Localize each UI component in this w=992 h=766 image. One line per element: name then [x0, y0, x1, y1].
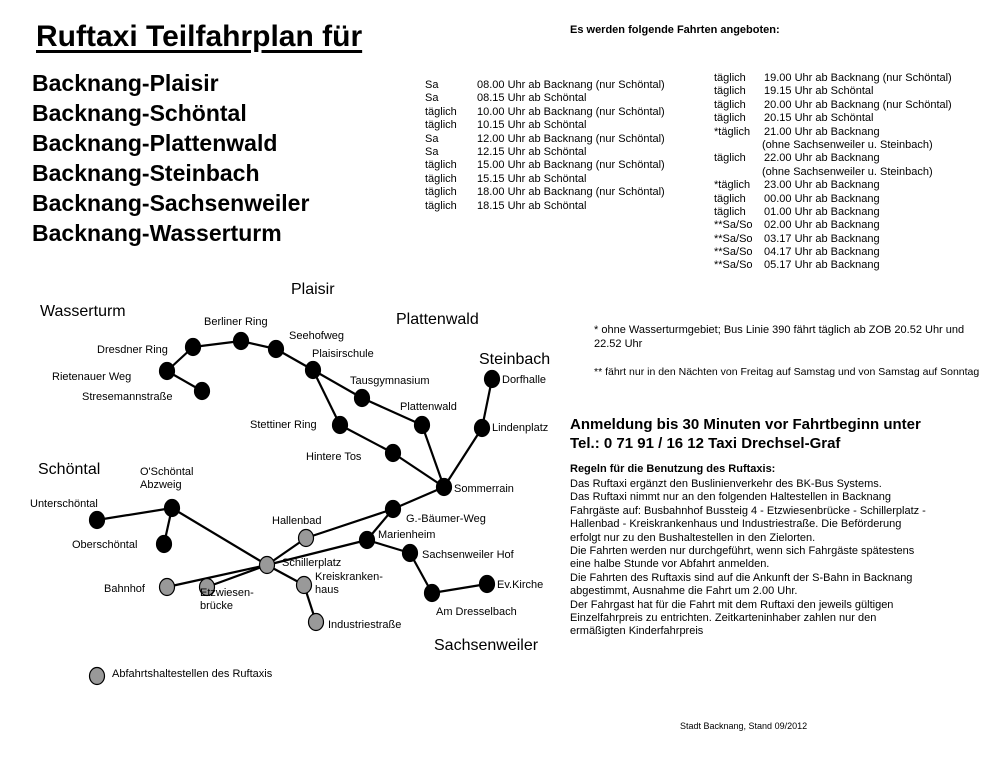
stop-marker-kreiskh [297, 577, 312, 594]
schedule-day: Sa [425, 132, 439, 145]
schedule-text: 04.17 Uhr ab Backnang [764, 246, 880, 259]
schedule-text: 18.00 Uhr ab Backnang (nur Schöntal) [477, 186, 665, 199]
schedule-text: (ohne Sachsenweiler u. Steinbach) [762, 165, 933, 178]
schedule-day: Sa [425, 145, 439, 158]
stop-label-hintere: Hintere Tos [306, 451, 362, 463]
stop-label-baeumer: G.-Bäumer-Weg [406, 513, 486, 525]
offered-heading: Es werden folgende Fahrten angeboten: [570, 24, 780, 36]
stop-label-bahnhof: Bahnhof [104, 583, 145, 595]
stop-marker-plaisirschule [306, 362, 321, 379]
schedule-text: 22.00 Uhr ab Backnang [764, 152, 880, 165]
schedule-text: 18.15 Uhr ab Schöntal [477, 199, 587, 212]
schedule-text: 20.15 Uhr ab Schöntal [764, 112, 874, 125]
stop-label-plaisirschule: Plaisirschule [312, 348, 374, 360]
stop-marker-sommerrain [437, 479, 452, 496]
stop-label-dresselbach: Am Dresselbach [436, 606, 517, 618]
schedule-day: täglich [714, 112, 746, 125]
stop-label-evkirche: Ev.Kirche [497, 579, 544, 591]
rules-line: Der Fahrgast hat für die Fahrt mit dem Ruftaxi den jeweils gültigen [570, 598, 894, 611]
schedule-text: 20.00 Uhr ab Backnang (nur Schöntal) [764, 98, 952, 111]
rules-line: Fahrgäste auf: Busbahnhof Bussteig 4 - Etzwiesenbrücke - Schillerplatz - [570, 504, 926, 517]
rules-line: erfolgt nur zu den Bushaltestellen in den Zielorten. [570, 531, 816, 544]
schedule-text: 15.00 Uhr ab Backnang (nur Schöntal) [477, 159, 665, 172]
area-label: Plattenwald [396, 311, 479, 328]
route-line [97, 508, 172, 520]
schedule-day: *täglich [714, 125, 751, 138]
stop-marker-schillerplatz [260, 557, 275, 574]
stop-marker-hallenbad [299, 530, 314, 547]
route-line [340, 425, 393, 453]
route-plaisir: Backnang-Plaisir [32, 70, 219, 96]
schedule-day: täglich [425, 186, 457, 199]
rules-line: abgestimmt, Ausnahme die Fahrt um 2.00 Uhr. [570, 585, 798, 598]
schedule-text: 12.00 Uhr ab Backnang (nur Schöntal) [477, 132, 665, 145]
stop-label-oschoental: O'Schöntal Abzweig [140, 466, 194, 491]
stop-label-etzwiesen: Etzwiesen-brücke [200, 587, 254, 612]
schedule-text: 08.15 Uhr ab Schöntal [477, 92, 587, 105]
area-label: Steinbach [479, 351, 551, 368]
schedule-day: **Sa/So [714, 219, 753, 232]
stop-marker-bahnhof [160, 579, 175, 596]
schedule-day: Sa [425, 79, 439, 91]
stop-label-berliner: Berliner Ring [204, 316, 268, 328]
schedule-text: 15.15 Uhr ab Schöntal [477, 172, 587, 185]
area-label: Schöntal [38, 461, 101, 478]
schedule-day: täglich [714, 98, 746, 111]
registration-phone: Tel.: 0 71 91 / 16 12 Taxi Drechsel-Graf [570, 435, 841, 452]
stop-marker-lindenplatz [475, 420, 490, 437]
schedule-text: 03.17 Uhr ab Backnang [764, 232, 880, 245]
schedule-text: 19.00 Uhr ab Backnang (nur Schöntal) [764, 72, 952, 84]
stop-label-oberschoental: Oberschöntal [72, 539, 138, 551]
stop-marker-stresemann [195, 383, 210, 400]
stop-marker-tausgym [355, 390, 370, 407]
area-label: Wasserturm [40, 303, 126, 320]
stop-marker-unterschoental [90, 512, 105, 529]
stop-label-sachsenhof: Sachsenweiler Hof [422, 549, 514, 561]
stop-label-kreiskh: Kreiskranken-haus [315, 571, 383, 596]
legend-label: Abfahrtshaltestellen des Ruftaxis [112, 668, 273, 680]
route-schoental: Backnang-Schöntal [32, 100, 247, 126]
schedule-day: täglich [714, 72, 746, 84]
footer-text: Stadt Backnang, Stand 09/2012 [680, 721, 808, 731]
schedule-day: **Sa/So [714, 246, 753, 259]
stop-marker-sachsenhof [403, 545, 418, 562]
stop-marker-dorfhalle [485, 371, 500, 388]
schedule-day: **Sa/So [714, 232, 753, 245]
route-line [393, 487, 444, 509]
schedule-day: täglich [425, 159, 457, 172]
route-steinbach: Backnang-Steinbach [32, 160, 260, 186]
rules-line: Hallenbad - Kreiskrankenhaus und Industriestraße. Die Beförderung [570, 518, 902, 531]
rules-line: Einzelfahrpreis zu entrichten. Zeitkarteninhaber zahlen nur den [570, 611, 877, 624]
rules-line: Das Ruftaxi nimmt nur an den folgenden Haltestellen in Backnang [570, 491, 892, 504]
legend-marker [90, 668, 105, 685]
schedule-text: 08.00 Uhr ab Backnang (nur Schöntal) [477, 79, 665, 91]
rules-heading: Regeln für die Benutzung des Ruftaxis: [570, 463, 776, 475]
route-line [444, 428, 482, 487]
schedule-text: 05.17 Uhr ab Backnang [764, 259, 880, 272]
rules-line: Die Fahrten werden nur durchgeführt, wenn sich Fahrgäste spätestens [570, 544, 915, 557]
rules-line: eine halbe Stunde vor Abfahrt anmelden. [570, 558, 770, 571]
schedule-day: täglich [425, 199, 457, 212]
route-sachsenweiler: Backnang-Sachsenweiler [32, 190, 310, 216]
schedule-text: 01.00 Uhr ab Backnang [764, 205, 880, 218]
schedule-day: täglich [714, 152, 746, 165]
stop-label-rietenauer: Rietenauer Weg [52, 371, 132, 383]
stop-marker-oschoental [165, 500, 180, 517]
area-label: Sachsenweiler [434, 637, 539, 654]
route-wasserturm: Backnang-Wasserturm [32, 220, 282, 246]
stop-label-sommerrain: Sommerrain [454, 483, 514, 495]
stop-marker-baeumer [386, 501, 401, 518]
schedule-day: täglich [425, 119, 457, 132]
area-label: Plaisir [291, 281, 335, 298]
schedule-text: 10.15 Uhr ab Schöntal [477, 119, 587, 132]
schedule-day: Sa [425, 92, 439, 105]
route-line [172, 508, 267, 565]
route-plattenwald: Backnang-Plattenwald [32, 130, 278, 156]
schedule-text: 00.00 Uhr ab Backnang [764, 192, 880, 205]
stop-label-stettiner: Stettiner Ring [250, 419, 317, 431]
stop-label-tausgym: Tausgymnasium [350, 375, 430, 387]
schedule-text: 21.00 Uhr ab Backnang [764, 125, 880, 138]
schedule-text: 12.15 Uhr ab Schöntal [477, 145, 587, 158]
route-line [432, 584, 487, 593]
stop-marker-dresdner [186, 339, 201, 356]
schedule-day: **Sa/So [714, 259, 753, 272]
stop-label-hallenbad: Hallenbad [272, 515, 322, 527]
schedule-text: 02.00 Uhr ab Backnang [764, 219, 880, 232]
route-line [393, 453, 444, 487]
rules-line: Die Fahrten des Ruftaxis sind auf die Ankunft der S-Bahn in Backnang [570, 571, 913, 584]
schedule-day: *täglich [714, 179, 751, 192]
stop-marker-berliner [234, 333, 249, 350]
schedule-text: 23.00 Uhr ab Backnang [764, 179, 880, 192]
stop-label-lindenplatz: Lindenplatz [492, 422, 549, 434]
stop-marker-seehof [269, 341, 284, 358]
stop-label-dresdner: Dresdner Ring [97, 344, 168, 356]
schedule-day: täglich [714, 192, 746, 205]
stop-label-dorfhalle: Dorfhalle [502, 374, 547, 386]
note-star: * ohne Wasserturmgebiet; Bus Linie 390 fährt täglich ab ZOB 20.52 Uhr und 22.52 Uhr [594, 324, 965, 350]
page-title: Ruftaxi Teilfahrplan für [36, 20, 363, 53]
schedule-day: täglich [714, 85, 746, 98]
schedule-text: 10.00 Uhr ab Backnang (nur Schöntal) [477, 105, 665, 118]
registration-line: Anmeldung bis 30 Minuten vor Fahrtbeginn unter [570, 416, 921, 433]
stop-marker-plattenwald [415, 417, 430, 434]
stop-label-schillerplatz: Schillerplatz [282, 557, 342, 569]
stop-label-unterschoental: Unterschöntal [30, 498, 98, 510]
stop-marker-dresselbach [425, 585, 440, 602]
stop-label-seehof: Seehofweg [289, 330, 345, 342]
rules-line: Das Ruftaxi ergänzt den Buslinienverkehr des BK-Bus Systems. [570, 478, 882, 490]
schedule-text: 19.15 Uhr ab Schöntal [764, 85, 874, 98]
stop-label-stresemann: Stresemannstraße [82, 391, 173, 403]
stop-marker-stettiner [333, 417, 348, 434]
stop-marker-hintere [386, 445, 401, 462]
schedule-day: täglich [714, 205, 746, 218]
schedule-day: täglich [425, 105, 457, 118]
stop-label-industrie: Industriestraße [328, 619, 402, 631]
stop-marker-industrie [309, 614, 324, 631]
stop-marker-oberschoental [157, 536, 172, 553]
stop-label-plattenwald: Plattenwald [400, 401, 457, 413]
note-doublestar: ** fährt nur in den Nächten von Freitag auf Samstag und von Samstag auf Sonntag [594, 366, 980, 378]
rules-line: ermäßigten Kinderfahrpreis [570, 625, 704, 638]
route-line [422, 425, 444, 487]
stop-label-marienheim: Marienheim [378, 529, 436, 541]
stop-marker-rietenauer [160, 363, 175, 380]
schedule-text: (ohne Sachsenweiler u. Steinbach) [762, 138, 933, 151]
stop-marker-marienheim [360, 532, 375, 549]
stop-marker-evkirche [480, 576, 495, 593]
schedule-day: täglich [425, 172, 457, 185]
